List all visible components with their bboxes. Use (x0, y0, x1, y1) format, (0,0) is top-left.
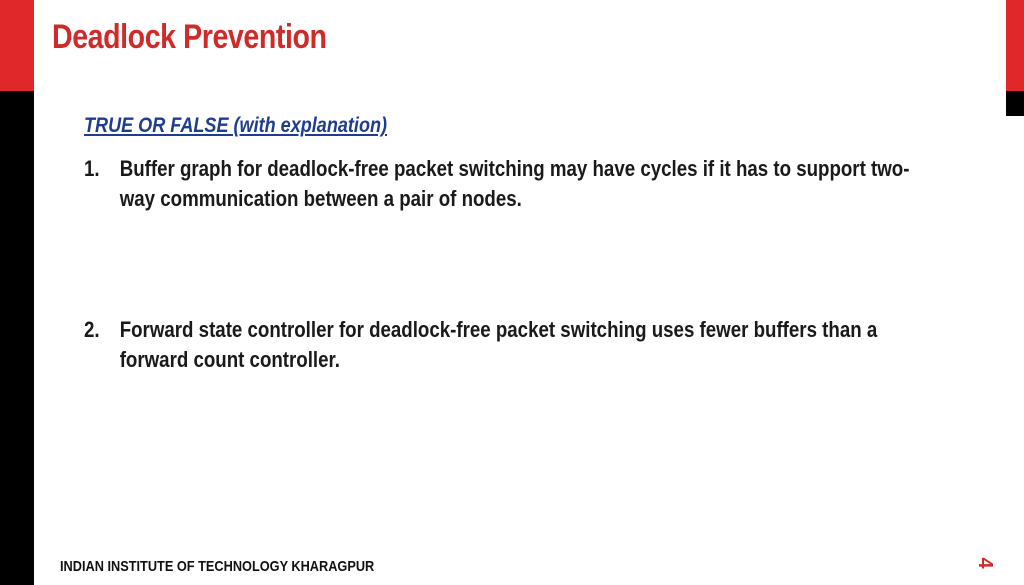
question-number: 2. (84, 317, 100, 342)
question-item (84, 154, 934, 214)
page-number: 4 (974, 557, 996, 569)
question-number: 1. (84, 156, 100, 181)
right-accent-bar-black (1006, 91, 1024, 116)
footer-institution: INDIAN INSTITUTE OF TECHNOLOGY KHARAGPUR (60, 558, 375, 575)
question-text: Forward state controller for deadlock-free packet switching uses fewer buffers than a forward count controller. (119, 317, 878, 372)
left-accent-bar-black (0, 91, 34, 585)
right-accent-bar-white (1006, 116, 1024, 585)
question-item (84, 315, 934, 375)
question-text: Buffer graph for deadlock-free packet switching may have cycles if it has to support two-way communication between a pair of nodes. (119, 156, 910, 211)
slide-title: Deadlock Prevention (52, 18, 327, 56)
right-accent-bar-red (1006, 0, 1024, 91)
left-accent-bar-red (0, 0, 34, 91)
slide-subtitle: TRUE OR FALSE (with explanation) (84, 114, 388, 137)
